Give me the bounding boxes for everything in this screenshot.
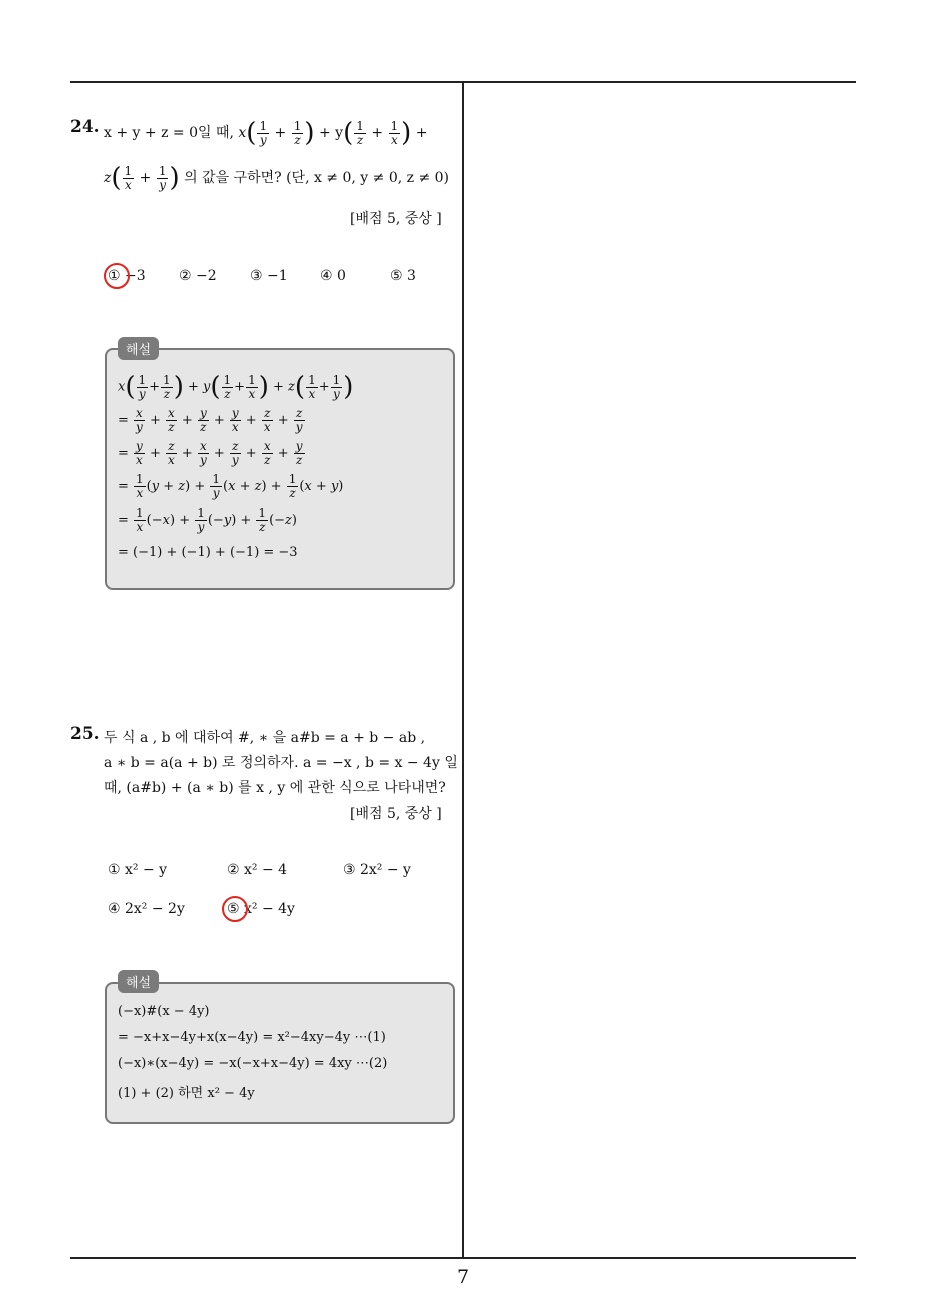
q25-choice-5[interactable]: ⑤ x² − 4y <box>227 901 295 917</box>
q24-solution-step-4: = $\frac{1}{x}$ (y + z) + $\frac{1}{y}$ (x + z) + $\frac{1}{z}$ (x + y) <box>118 472 344 500</box>
q24-var-z: z <box>104 170 112 186</box>
q24-solution-step-6: = (−1) + (−1) + (−1) = −3 <box>118 545 298 560</box>
q24-choice-2[interactable]: ② −2 <box>179 268 217 284</box>
q25-answer-mark <box>222 896 248 922</box>
q24-choice-1[interactable]: ① −3 <box>108 268 146 284</box>
q25-choice-3[interactable]: ③ 2x² − y <box>343 862 411 878</box>
q24-solution-step-2: = $\frac{x}{y}$ + $\frac{x}{z}$ + $\frac{y}{z}$ + $\frac{y}{x}$ + $\frac{z}{x}$ + $\frac{z}{y}$ <box>118 406 303 434</box>
q25-score: [배점 5, 중상 ] <box>350 806 442 822</box>
q24-answer-mark <box>104 263 130 289</box>
q24-solution-label: 해설 <box>118 337 159 360</box>
question-24-line-1: x + y + z = 0일 때, x( $\frac{1}{y}$ + $\frac{1}{z}$ ) + y( $\frac{1}{z}$ + $\frac{1}{x}$ ) + <box>104 118 428 148</box>
q25-choice-2[interactable]: ② x² − 4 <box>227 862 288 878</box>
question-25-number: 25. <box>70 724 100 744</box>
q25-solution-step-1: (−x)#(x − 4y) <box>118 1004 210 1019</box>
q25-solution-label: 해설 <box>118 970 159 993</box>
q24-choice-5[interactable]: ⑤ 3 <box>390 268 416 284</box>
q24-solution-step-5: = $\frac{1}{x}$ (−x) + $\frac{1}{y}$ (−y) + $\frac{1}{z}$ (−z) <box>118 506 297 534</box>
q24-choice-4[interactable]: ④ 0 <box>320 268 346 284</box>
q24-solution-step-3: = $\frac{y}{x}$ + $\frac{z}{x}$ + $\frac{x}{y}$ + $\frac{z}{y}$ + $\frac{x}{z}$ + $\frac{y}{z}$ <box>118 439 303 467</box>
bottom-rule <box>70 1257 856 1259</box>
q24-question-text: 의 값을 구하면? (단, x ≠ 0, y ≠ 0, z ≠ 0) <box>184 170 450 186</box>
q25-choice-4[interactable]: ④ 2x² − 2y <box>108 901 185 917</box>
q24-solution-step-1: x( $\frac{1}{y}$ + $\frac{1}{z}$ ) + y( $\frac{1}{z}$ + $\frac{1}{x}$ ) + z( $\frac{1}{x}$ + $\frac{1}{y}$ ) <box>118 372 354 402</box>
q25-choice-1[interactable]: ① x² − y <box>108 862 168 878</box>
q25-solution-step-4: (1) + (2) 하면 x² − 4y <box>118 1086 255 1101</box>
q25-solution-step-2: = −x+x−4y+x(x−4y) = x²−4xy−4y ⋯(1) <box>118 1030 386 1045</box>
q24-choice-3[interactable]: ③ −1 <box>250 268 288 284</box>
question-25-line-3: 때, (a#b) + (a ∗ b) 를 x , y 에 관한 식으로 나타내면? <box>104 780 446 796</box>
q24-trailing-plus: + <box>415 125 428 141</box>
column-divider <box>462 83 464 1258</box>
q24-var-y: + y <box>318 125 344 141</box>
q24-score: [배점 5, 중상 ] <box>350 211 442 227</box>
question-25-line-1: 두 식 a , b 에 대하여 #, ∗ 을 a#b = a + b − ab , <box>104 730 426 746</box>
q24-condition: x + y + z = 0일 때, <box>104 125 234 141</box>
q25-solution-step-3: (−x)∗(x−4y) = −x(−x+x−4y) = 4xy ⋯(2) <box>118 1056 388 1071</box>
page-number: 7 <box>456 1266 470 1288</box>
question-24-number: 24. <box>70 117 100 137</box>
question-24-line-2: z( $\frac{1}{x}$ + $\frac{1}{y}$ ) 의 값을 구하면? (단, x ≠ 0, y ≠ 0, z ≠ 0) <box>104 163 450 193</box>
question-25-line-2: a ∗ b = a(a + b) 로 정의하자. a = −x , b = x − 4y 일 <box>104 755 458 771</box>
q24-var-x: x <box>238 125 247 141</box>
